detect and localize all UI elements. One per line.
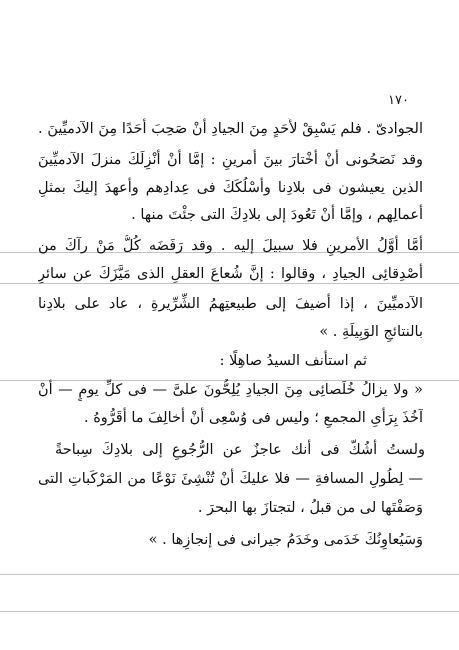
text-line: ثم استأنف السيدُ صاهِلًا : xyxy=(219,353,367,369)
text-line: وَصَفْتَها لى من قبلُ ، لتجتازَ بها البحرَ . xyxy=(197,500,423,516)
text-line: آخُذَ بِرَأْىِ المجمعِ ؛ وليس فى وُسْعِى أَنْ أُخالِفَ ما أَقَرُّوهُ . xyxy=(83,410,423,426)
text-line: الجوادىّ . فلم يَسْبِقْ لأَحَدٍ مِنَ الجيادِ أَنْ صَحِبَ أَحَدًا مِنَ الآدميِّينَ . xyxy=(38,121,423,137)
text-line: بالنتائجِ الوَبِيلَةِ . » xyxy=(319,324,423,340)
text-line: أعمالِهم ، وإمَّا أَنْ تَعُودَ إلى بلادِكَ التى جئْتَ منها . xyxy=(131,207,423,223)
text-line: وقد نَصَحُونى أَنْ أَخْتارَ بينَ أمرينِ : إمَّا أَنْ أَنْزِلَكَ منزلَ الآدميِّينَ xyxy=(38,152,423,168)
text-line: أصْدِقائِى الجيادِ ، وقالوا : إنَّ شُعاعَ العقلِ الذى مَيَّزَكَ عن سائرِ xyxy=(38,266,423,282)
text-line: وَسَيُعاوِنُكَ خَدَمى وخَدَمُ جيرانى فى إنجازِها . » xyxy=(148,532,423,548)
text-line: ولستُ أَشُكُّ فى أنك عاجزٌ عن الرُّجُوعِ إلى بلادِكَ سِباحةً xyxy=(55,442,425,458)
text-line: — لِطُولِ المسافةِ — فلا عليكَ أنْ تُنْشِئَ نَوْعًا من المَرْكَباتِ التى xyxy=(38,471,423,487)
text-line: الآدميِّينَ ، إذا أُضيفَ إلى طبيعتِهمُ الشِّرِّيرةِ ، عاد على بلادِنا xyxy=(38,296,423,312)
text-line: الذين يعيشون فى بلادِنا وأَسْلُكَكَ فى عِدادِهم وأُعهدَ إليكَ بمثلِ xyxy=(38,180,423,196)
page-number: ١٧٠ xyxy=(388,93,409,108)
text-line: « ولا يزالُ خُلَصائِى مِنَ الجيادِ يُلِحُّونَ علىَّ — فى كلِّ يومٍ — أَنْ xyxy=(38,382,423,398)
text-line: أمَّا أَوَّلُ الأمرينِ فلا سبيلَ إليه . وقد رَفَضَه كُلُّ مَنْ رآكَ من xyxy=(38,238,423,254)
